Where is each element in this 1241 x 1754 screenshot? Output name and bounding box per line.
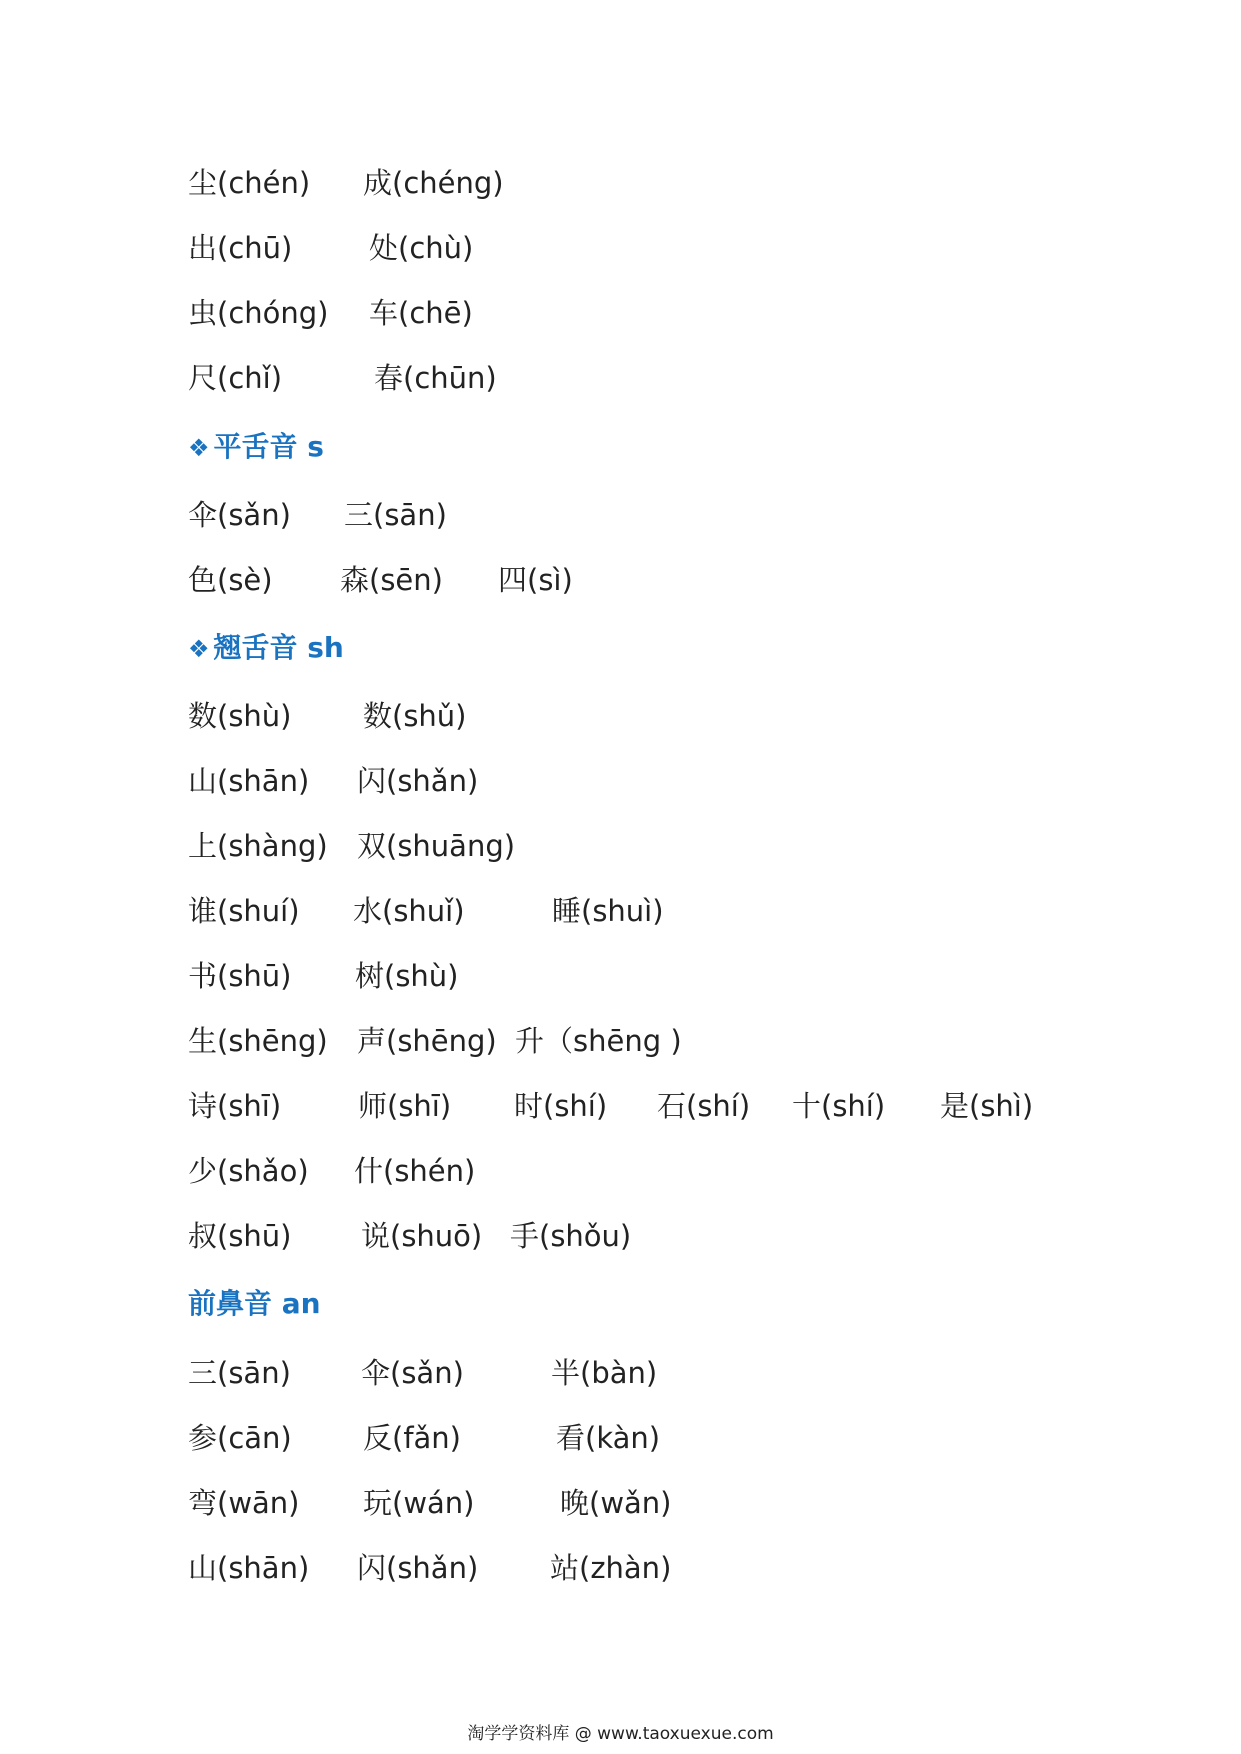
pinyin-word: 双(shuāng) (357, 829, 516, 863)
pinyin-word: 四(sì) (498, 563, 573, 597)
pinyin-word: 数(shǔ) (363, 699, 467, 733)
pinyin-word: 诗(shī) (188, 1089, 282, 1123)
section-title: 翘舌音 sh (213, 631, 344, 664)
pinyin-word: 处(chù) (369, 231, 474, 265)
page-footer: 淘学学资料库 @ www.taoxuexue.com (467, 1724, 774, 1744)
pinyin-word: 十(shí) (792, 1089, 886, 1123)
word-row (0, 356, 1241, 400)
word-row (0, 1214, 1241, 1258)
pinyin-word: 尘(chén) (188, 166, 311, 200)
pinyin-word: 升（shēng ) (515, 1024, 682, 1058)
pinyin-word: 树(shù) (355, 959, 459, 993)
pinyin-word: 看(kàn) (556, 1421, 661, 1455)
word-row (0, 1351, 1241, 1395)
pinyin-word: 伞(sǎn) (188, 498, 291, 532)
word-row (0, 558, 1241, 602)
pinyin-word: 什(shén) (354, 1154, 476, 1188)
pinyin-word: 出(chū) (188, 231, 293, 265)
pinyin-word: 叔(shū) (188, 1219, 292, 1253)
diamond-bullet-icon: ❖ (188, 434, 210, 462)
pinyin-word: 水(shuǐ) (353, 894, 465, 928)
pinyin-word: 闪(shǎn) (357, 764, 479, 798)
word-row (0, 1149, 1241, 1193)
pinyin-word: 虫(chóng) (188, 296, 329, 330)
word-row (0, 493, 1241, 537)
word-row (0, 889, 1241, 933)
section-title: 前鼻音 an (188, 1287, 321, 1320)
pinyin-word: 玩(wán) (363, 1486, 475, 1520)
pinyin-word: 少(shǎo) (188, 1154, 309, 1188)
pinyin-word: 闪(shǎn) (357, 1551, 479, 1585)
pinyin-word: 色(sè) (188, 563, 273, 597)
word-row (0, 1416, 1241, 1460)
pinyin-word: 站(zhàn) (550, 1551, 672, 1585)
pinyin-word: 谁(shuí) (188, 894, 300, 928)
pinyin-word: 上(shàng) (188, 829, 328, 863)
pinyin-word: 三(sān) (344, 498, 447, 532)
word-row (0, 161, 1241, 205)
pinyin-word: 三(sān) (188, 1356, 291, 1390)
pinyin-word: 是(shì) (940, 1089, 1034, 1123)
section-title: 平舌音 s (213, 430, 324, 463)
word-row (0, 824, 1241, 868)
word-row (0, 226, 1241, 270)
pinyin-word: 师(shī) (358, 1089, 452, 1123)
pinyin-word: 时(shí) (514, 1089, 608, 1123)
pinyin-word: 山(shān) (188, 1551, 310, 1585)
pinyin-word: 晚(wǎn) (560, 1486, 672, 1520)
pinyin-word: 数(shù) (188, 699, 292, 733)
word-row (0, 694, 1241, 738)
pinyin-word: 山(shān) (188, 764, 310, 798)
pinyin-word: 手(shǒu) (510, 1219, 632, 1253)
pinyin-word: 石(shí) (657, 1089, 751, 1123)
word-row (0, 1084, 1241, 1128)
pinyin-word: 反(fǎn) (363, 1421, 461, 1455)
pinyin-word: 声(shēng) (357, 1024, 497, 1058)
word-row (0, 759, 1241, 803)
pinyin-word: 书(shū) (188, 959, 292, 993)
word-row (0, 1019, 1241, 1063)
pinyin-word: 弯(wān) (188, 1486, 300, 1520)
pinyin-word: 半(bàn) (551, 1356, 658, 1390)
section-heading-s (188, 425, 324, 470)
pinyin-word: 成(chéng) (363, 166, 504, 200)
pinyin-word: 说(shuō) (361, 1219, 483, 1253)
word-row (0, 1481, 1241, 1525)
pinyin-word: 春(chūn) (374, 361, 497, 395)
diamond-bullet-icon: ❖ (188, 635, 210, 663)
pinyin-word: 睡(shuì) (552, 894, 664, 928)
pinyin-word: 尺(chǐ) (188, 361, 283, 395)
pinyin-word: 参(cān) (188, 1421, 292, 1455)
word-row (0, 291, 1241, 335)
pinyin-word: 森(sēn) (340, 563, 443, 597)
section-heading-sh (188, 626, 344, 671)
word-row (0, 1546, 1241, 1590)
pinyin-word: 车(chē) (369, 296, 473, 330)
section-heading-an (188, 1282, 321, 1326)
pinyin-word: 伞(sǎn) (361, 1356, 464, 1390)
word-row (0, 954, 1241, 998)
pinyin-word: 生(shēng) (188, 1024, 328, 1058)
